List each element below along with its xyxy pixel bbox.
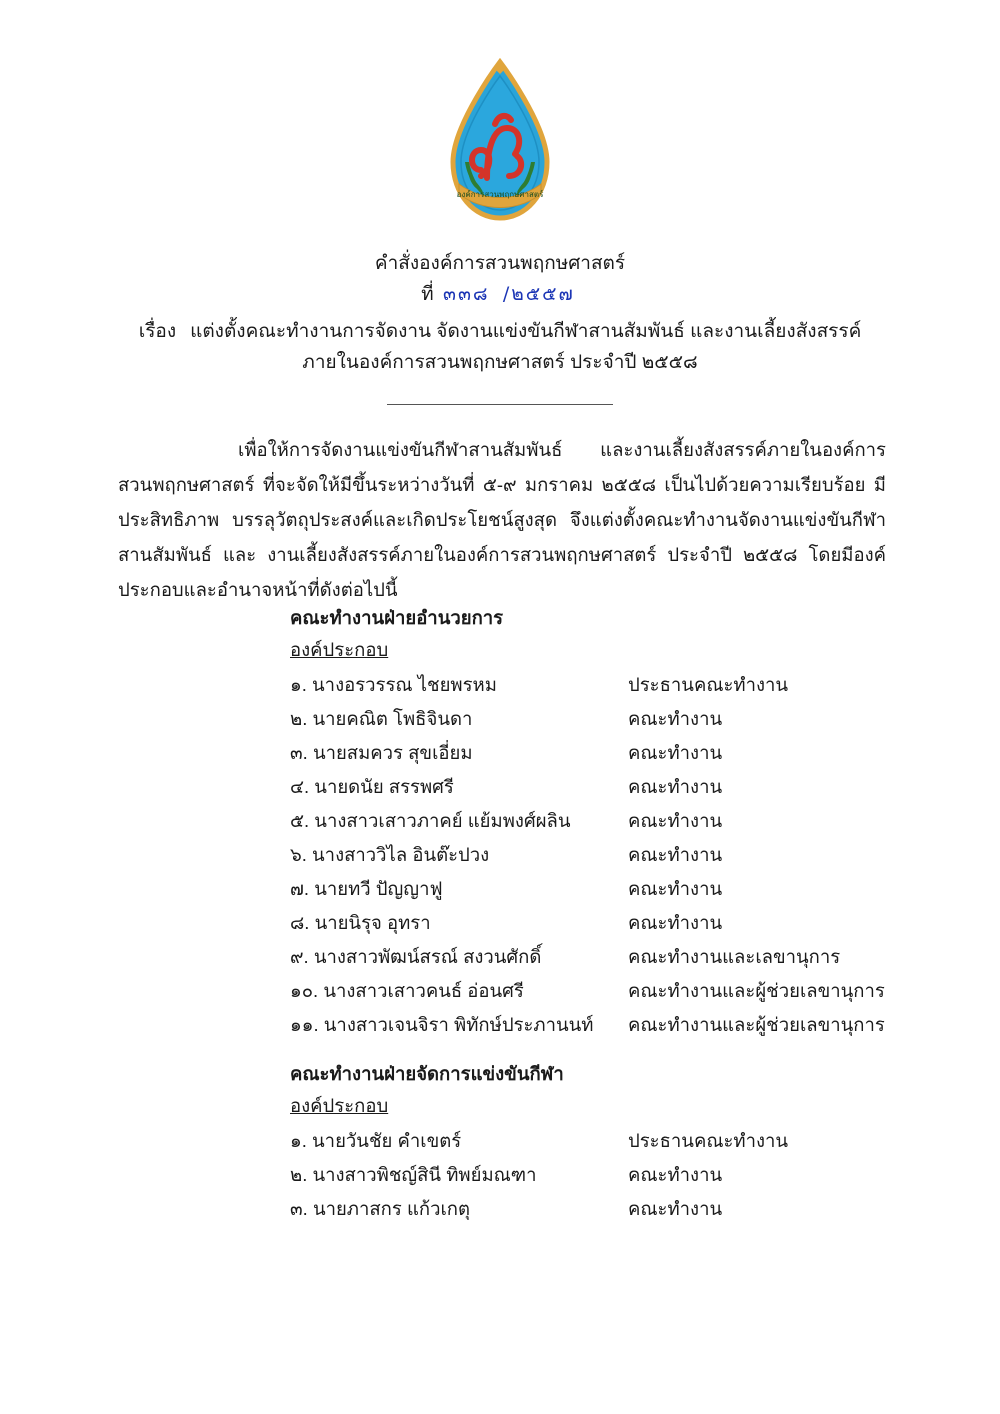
botanical-garden-organization-emblem-icon <box>435 58 565 243</box>
member-role: คณะทำงาน <box>628 844 723 865</box>
member-row <box>290 974 930 1008</box>
member-role: คณะทำงาน <box>628 878 723 899</box>
section-title: คณะทำงานฝ่ายจัดการแข่งขันกีฬา <box>290 1063 564 1084</box>
member-name: ๓. นายสมควร สุขเอี่ยม <box>290 742 473 763</box>
member-name: ๓. นายภาสกร แก้วเกตุ <box>290 1198 471 1219</box>
order-number-handwritten: ๓๓๘ <box>442 283 490 305</box>
member-name: ๖. นางสาววิไล อินต๊ะปวง <box>290 844 490 865</box>
member-role: คณะทำงาน <box>628 742 723 763</box>
member-name: ๙. นางสาวพัฒน์สรณ์ สงวนศักดิ์ <box>290 946 542 967</box>
section-subheading: องค์ประกอบ <box>290 1095 389 1116</box>
subject-line-1 <box>0 316 1000 347</box>
member-role: คณะทำงาน <box>628 776 723 797</box>
member-row <box>290 1008 930 1042</box>
member-name: ๑. นางอรวรรณ ไชยพรหม <box>290 674 497 695</box>
member-name: ๗. นายทวี ปัญญาฟู <box>290 878 443 899</box>
member-role: คณะทำงานและผู้ช่วยเลขานุการ <box>628 1014 885 1035</box>
document-header <box>0 248 1000 378</box>
member-role: คณะทำงาน <box>628 1198 723 1219</box>
member-row <box>290 872 930 906</box>
member-name: ๒. นายคณิต โพธิจินดา <box>290 708 473 729</box>
member-name: ๑๐. นางสาวเสาวคนธ์ อ่อนศรี <box>290 980 524 1001</box>
member-row <box>290 702 930 736</box>
subject-text-2: ภายในองค์การสวนพฤกษศาสตร์ ประจำปี ๒๕๕๘ <box>302 352 698 373</box>
header-divider <box>387 404 613 405</box>
body-paragraph-text: เพื่อให้การจัดงานแข่งขันกีฬาสานสัมพันธ์ และงานเลี้ยงสังสรรค์ภายในองค์การสวนพฤกษศาสตร์ ที่จะจัดให้มีขึ้นระหว่างวันที่ ๕-๙ มกราคม ๒๕๕๘ เป็นไปด้วยความเรียบร้อย มีประสิทธิภาพ บรรลุวัตถุประสงค์และเกิดประโยชน์สูงสุด จึงแต่งตั้งคณะทำงานจัดงานแข่งขันกีฬาสานสัมพันธ์ และ งานเลี้ยงสังสรรค์ภายในองค์การสวนพฤกษศาสตร์ ประจำปี ๒๕๕๘ โดยมีองค์ประกอบและอำนาจหน้าที่ดังต่อไปนี้ <box>118 439 886 600</box>
member-role: ประธานคณะทำงาน <box>628 1130 789 1151</box>
emblem-container <box>0 58 1000 243</box>
member-name: ๑. นายวันชัย คำเขตร์ <box>290 1130 462 1151</box>
member-row <box>290 770 930 804</box>
member-row <box>290 940 930 974</box>
committee-section-sports <box>290 1058 930 1226</box>
member-role: คณะทำงานและเลขานุการ <box>628 946 841 967</box>
body-paragraph-block <box>118 432 886 607</box>
document-title: คำสั่งองค์การสวนพฤกษศาสตร์ <box>374 253 626 274</box>
order-number-line <box>0 279 1000 310</box>
section-subheading: องค์ประกอบ <box>290 639 389 660</box>
member-role: คณะทำงาน <box>628 912 723 933</box>
member-row <box>290 906 930 940</box>
member-role: คณะทำงาน <box>628 708 723 729</box>
section-title: คณะทำงานฝ่ายอำนวยการ <box>290 607 504 628</box>
subject-text-1: แต่งตั้งคณะทำงานการจัดงาน จัดงานแข่งขันกีฬาสานสัมพันธ์ และงานเลี้ยงสังสรรค์ <box>190 321 862 342</box>
member-list <box>290 1124 930 1226</box>
member-name: ๒. นางสาวพิชญ์สินี ทิพย์มณฑา <box>290 1164 537 1185</box>
member-row <box>290 736 930 770</box>
member-row <box>290 668 930 702</box>
member-name: ๔. นายดนัย สรรพศรี <box>290 776 454 797</box>
member-name: ๕. นางสาวเสาวภาคย์ แย้มพงศ์ผลิน <box>290 810 571 831</box>
svg-text:องค์การสวนพฤกษศาสตร์: องค์การสวนพฤกษศาสตร์ <box>456 190 544 199</box>
member-row <box>290 1124 930 1158</box>
member-row <box>290 804 930 838</box>
committee-section-directing <box>290 602 930 1042</box>
member-row <box>290 1192 930 1226</box>
member-row <box>290 838 930 872</box>
member-row <box>290 1158 930 1192</box>
member-role: คณะทำงานและผู้ช่วยเลขานุการ <box>628 980 885 1001</box>
body-paragraph <box>118 432 886 607</box>
member-role: คณะทำงาน <box>628 1164 723 1185</box>
order-label: ที่ <box>421 284 434 305</box>
member-role: คณะทำงาน <box>628 810 723 831</box>
emblem-drop-shape <box>435 58 565 233</box>
member-role: ประธานคณะทำงาน <box>628 674 789 695</box>
order-year: /๒๕๕๗ <box>502 283 575 305</box>
subject-label: เรื่อง <box>138 321 177 342</box>
member-name: ๘. นายนิรุจ อุทรา <box>290 912 431 933</box>
member-name: ๑๑. นางสาวเจนจิรา พิทักษ์ประภานนท์ <box>290 1014 594 1035</box>
member-list <box>290 668 930 1042</box>
